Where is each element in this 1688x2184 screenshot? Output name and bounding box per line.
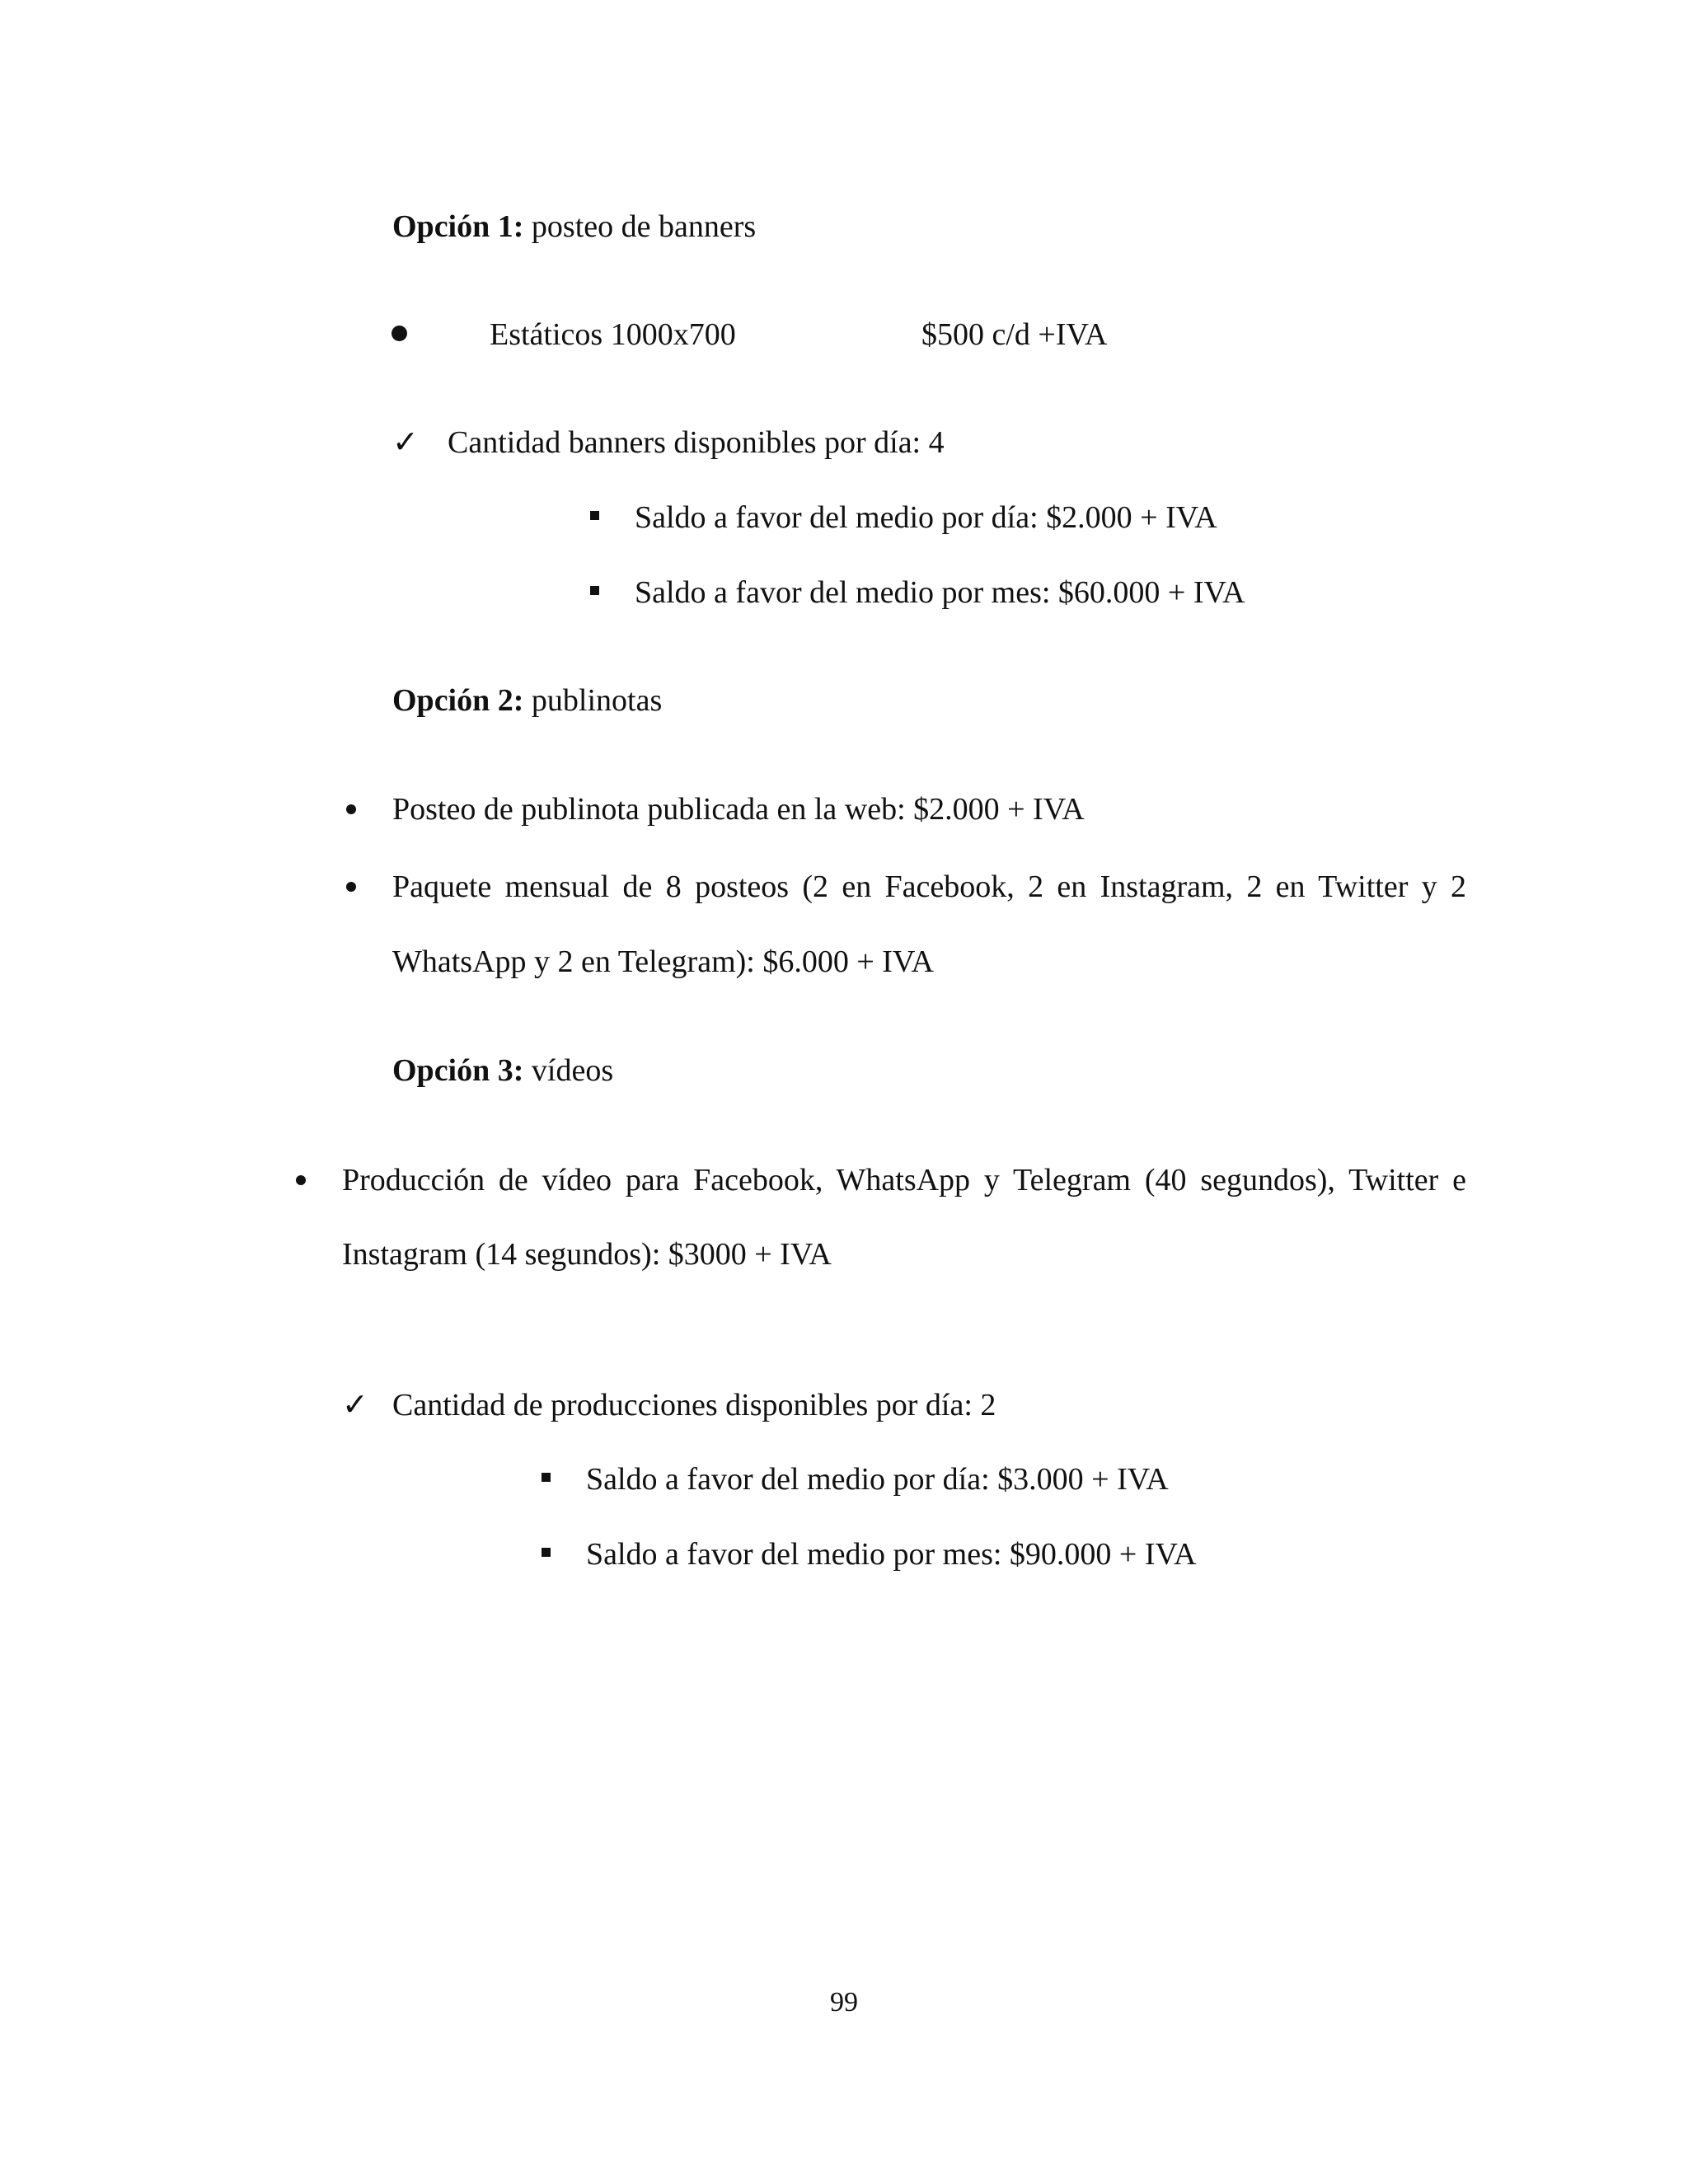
option1-heading-label: Opción 1: [392, 209, 524, 244]
page-number: 99 [830, 1987, 858, 2018]
bullet-icon [346, 882, 356, 892]
option1-heading [392, 211, 756, 242]
option1-heading-text: posteo de banners [523, 209, 757, 244]
option3-sub-item: Saldo a favor del medio por mes: $90.000 + IVA [586, 1537, 1197, 1572]
checkmark-icon: ✓ [342, 1388, 368, 1422]
option1-sub-item: Saldo a favor del medio por mes: $60.000 + IVA [635, 575, 1245, 610]
option3-item: Producción de vídeo para Facebook, WhatsApp y Telegram (40 segundos), Twitter e [342, 1163, 1466, 1197]
option2-item: Posteo de publinota publicada en la web: $2.000 + IVA [392, 792, 1085, 827]
option2-heading-text: publinotas [523, 683, 663, 718]
option1-static-item: Estáticos 1000x700 [490, 317, 736, 352]
checkmark-icon: ✓ [392, 425, 419, 460]
option2-heading [392, 685, 662, 716]
square-bullet-icon [590, 511, 599, 520]
option2-item-continuation: WhatsApp y 2 en Telegram): $6.000 + IVA [392, 944, 934, 979]
option3-heading-text: vídeos [523, 1053, 614, 1088]
option2-item: Paquete mensual de 8 posteos (2 en Facebook, 2 en Instagram, 2 en Twitter y 2 [392, 869, 1466, 904]
option2-heading-label: Opción 2: [392, 683, 524, 718]
option3-item-continuation: Instagram (14 segundos): $3000 + IVA [342, 1237, 832, 1272]
option3-heading [392, 1055, 613, 1086]
bullet-icon [296, 1175, 306, 1185]
option3-sub-item: Saldo a favor del medio por día: $3.000 + IVA [586, 1462, 1169, 1497]
option3-heading-label: Opción 3: [392, 1053, 524, 1088]
option3-check-item: Cantidad de producciones disponibles por día: 2 [392, 1388, 996, 1422]
square-bullet-icon [542, 1548, 551, 1557]
square-bullet-icon [542, 1473, 551, 1482]
option1-static-price: $500 c/d +IVA [921, 317, 1108, 352]
option1-check-item: Cantidad banners disponibles por día: 4 [448, 425, 945, 460]
square-bullet-icon [590, 586, 599, 595]
option1-sub-item: Saldo a favor del medio por día: $2.000 + IVA [635, 500, 1217, 535]
bullet-icon [346, 804, 356, 814]
bullet-icon [392, 326, 407, 341]
